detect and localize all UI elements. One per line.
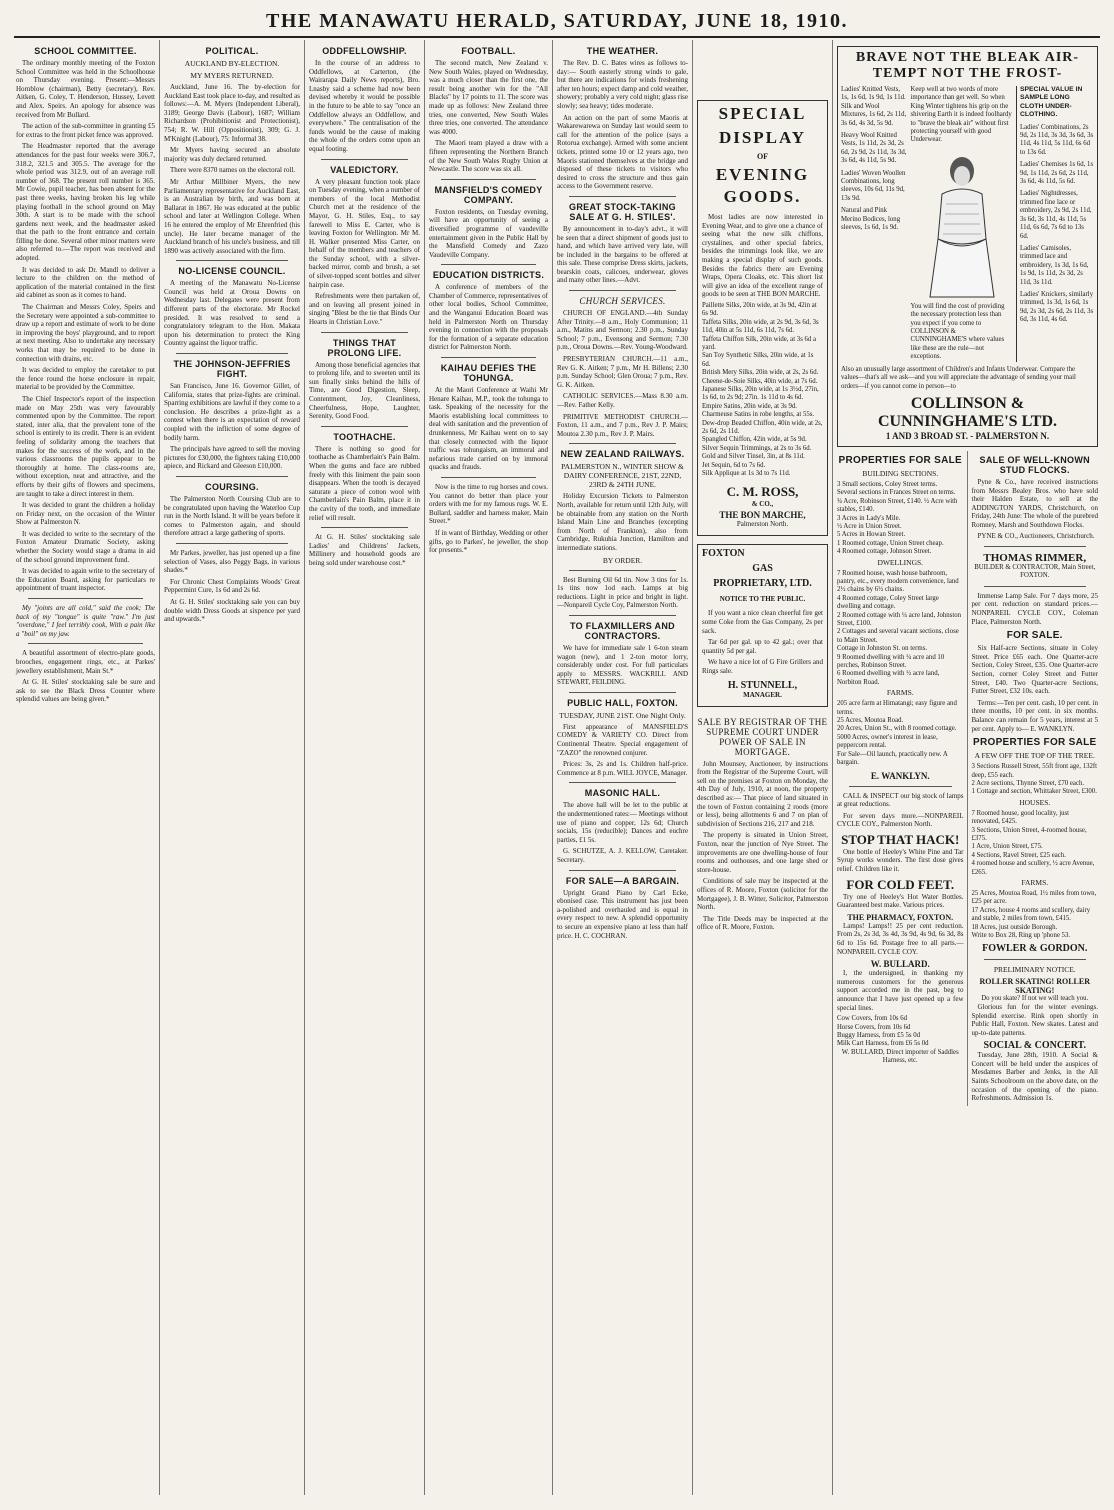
paragraph: There were 8370 names on the electoral roll.	[170, 166, 296, 175]
list-item: 1 Cottage and section, Whittaker Street, £300.	[971, 788, 1097, 796]
paragraph: CHURCH OF ENGLAND.—4th Sunday After Trinity.—8 a.m., Holy Communion; 11 a.m., Matins and Sermon; 2.30 p.m., Sunday School; 7 p.m., Evensong and Sermon; 7.30 p.m., Oroua Downs.—Rev. Young-Woodward.	[557, 309, 688, 352]
paragraph: Terms:—Ten per cent. cash, 10 per cent. in three months, 10 per cent. in six months. Balance can remain for 5 years, interest at 5 per cent. Apply to— E. WANKLYN.	[971, 698, 1098, 733]
paragraph: In the course of an address to Oddfellows, at Carterton, (the Wairarapa Daily News reports), Bro. Lnasby said a scheme had now been devised whereby it would be possible in the future to be able to say "once an Oddfellow always an Oddfellow, and everywhere." The centralisation of the funds would be the cause of making the whole of the orders come upon an equal footing.	[309, 59, 420, 153]
ad-title: SPECIAL	[718, 104, 807, 123]
paragraph: Six Half-acre Sections, situate in Coley Street. Price £65 each. One Quarter-acre Section, Coley Street, £35. One Quarter-acre Section, corner Coley Street and Futter Street, £40. Two Quarter-acre Sections, Futter Street, £32 10s. each.	[971, 644, 1098, 696]
paragraph: At the Maori Conference at Waihi Mr Henare Kaihau, M.P., took the tohunga to task. Speaking of the necessity for the Maoris establishing local committees to deal with sanitation and the prevention of drunkenness, Mr Kaihau went on to say that closely connected with the liquor traffic was tohungaism, an immoral and nefarious trade carried on by immoral quacks and frauds.	[429, 386, 548, 472]
list-item: 3 Small sections, Coley Street terms.	[837, 480, 938, 488]
divider	[441, 179, 536, 180]
list-item: 2 Roomed cottage with ¼ acre land, Johnston Street, £100.	[837, 611, 962, 627]
column-3	[305, 40, 425, 1495]
list-item: Empire Satins, 20in wide, at 3s 9d.	[702, 402, 797, 410]
paragraph: Do you skate? If not we will teach you.	[981, 994, 1089, 1002]
heading: TO FLAXMILLERS AND CONTRACTORS.	[570, 620, 675, 641]
paragraph: Lamps! Lamps!! 25 per cent reduction. From 2s, 2s 3d, 3s 4d, 3s 9d, 4s 9d, 6s 3d, 8s 6d to 15s 6d. Postage free to all parts.—NONPAREIL CYCLE COY.	[837, 921, 964, 956]
paragraph: Mr Myers having secured an absolute majority was duly declared returned.	[164, 146, 300, 163]
heading: STOP THAT HACK!	[841, 831, 960, 847]
divider	[849, 786, 952, 787]
paragraph: For seven days more.—NONPAREIL CYCLE COY., Palmerston North.	[837, 811, 964, 829]
list-item: Taffeta Chiffon Silk, 20in wide, at 3s 6d a yard.	[702, 335, 817, 351]
paragraph: The Palmerston North Coursing Club are to be congratulated upon having the Waterloo Cup run in the North Island. It will be years before it comes to Palmerston again, and should therefore attract a large gathering of sports.	[164, 494, 300, 538]
property-list	[972, 890, 1099, 932]
paragraph: Tuesday, June 28th, 1910. A Social & Concert will be held under the auspices of Mesdames Barber and Jenks, in the All Saints Schoolroom on the above date, on the occasion of the opening of the piano. Refreshments. Admission 1s.	[971, 1051, 1098, 1103]
list-item: Japanese Silks, 20in wide, at 1s 3½d, 27in, 1s 6d, to 2s 9d; 27in. 1s 11d to 4s 6d.	[702, 386, 819, 402]
divider	[28, 598, 143, 599]
heading: VALEDICTORY.	[330, 164, 399, 175]
list-item: Spangled Chiffon, 42in wide, at 5s 9d.	[702, 436, 807, 444]
divider	[569, 443, 676, 444]
paragraph: CATHOLIC SERVICES.—Mass 8.30 a.m.—Rev. Father Kelly.	[557, 392, 688, 409]
divider	[569, 692, 676, 693]
paragraph: If in want of Birthday, Wedding or other gifts, go to Parkes', he jeweller, the shop for presents.*	[429, 528, 548, 555]
paragraph: If you want a nice clean cheerful fire get some Coke from the Gas Company, 2s per sack.	[702, 609, 823, 635]
price-item: Natural and Pink Merino Bodices, long sleeves, 1s 6d, 1s 9d.	[841, 207, 901, 232]
divider	[441, 477, 536, 478]
heading: NEW ZEALAND RAILWAYS.	[560, 449, 685, 460]
list-item: 1 Roomed cottage, Union Street cheap.	[837, 539, 944, 547]
divider	[569, 290, 676, 291]
list-item: For Sale—Oil launch, practically new. A bargain.	[837, 750, 948, 767]
paragraph: Now is the time to rug horses and cows. You cannot do better than place your orders with me for my famous rugs. W. E. Bullard, saddler and harness maker, Main Street.*	[429, 482, 548, 526]
heading: W. BULLARD.	[870, 959, 930, 970]
divider	[176, 476, 288, 477]
heading: ROLLER SKATING! ROLLER SKATING!	[979, 976, 1091, 995]
list-item: British Mery Silks, 20in wide, at 2s, 2s 6d.	[702, 369, 819, 377]
price-item: Ladies' Knickers, similarly trimmed, 1s 3d, 1s 6d, 1s 9d, 2s 3d, 2s 6d, 2s 11d, 3s 6d, 3s 11d, 4s 6d.	[1019, 290, 1094, 324]
list-item: Paillette Silks, 20in wide, at 3s 9d, 42in at 6s 9d.	[702, 301, 817, 318]
heading: SALE BY REGISTRAR OF THE SUPREME COURT UNDER POWER OF SALE IN MORTGAGE.	[697, 716, 828, 757]
paragraph: You will find the cost of providing the necessary protection less than you expect if you come to COLLINSON & CUNNINGHAME'S where values like these are the rule—not exceptions.	[910, 302, 1005, 361]
advertiser: FOWLER & GORDON.	[982, 942, 1088, 954]
list-item: 4 Roomed cottage, Coley Street large dwelling and cottage.	[837, 594, 939, 611]
list-item: 9 Roomed dwelling with ¼ acre and 10 perches, Robinson Street.	[837, 653, 945, 670]
price-item: Ladies' Camisoles, trimmed lace and embroidery, 1s 3d, 1s 6d, 1s 9d, 1s 11d, 2s 3d, 2s 11d, 3s 11d.	[1019, 244, 1089, 286]
list-item: 7 Roomed house, wash house bathroom, pantry, etc., every modern convenience, land 2½ chains by 6½ chains.	[837, 569, 959, 594]
subheading: BY ORDER.	[602, 555, 643, 565]
list-item: 2 Acre sections, Thynne Street, £70 each.	[971, 780, 1085, 787]
divider	[569, 196, 676, 197]
ad-title: GOODS.	[723, 187, 802, 206]
advertiser-address: 1 AND 3 BROAD ST. - PALMERSTON N.	[885, 430, 1050, 441]
list-item: Milk Cart Harness, from £6 5s 0d	[837, 1040, 929, 1048]
paragraph: We have for immediate sale 1 6-ton steam wagon (new), and 1 2-ton motor lorry, considerably under cost. For full particulars apply to MESSRS. WACKRILL AND STEWART, FEILDING.	[557, 643, 688, 687]
price-item: Heavy Wool Knitted Vests, 1s 11d, 2s 3d, 2s 6d, 2s 9d, 2s 11d, 3s 3d, 3s 6d, 4s 11d, 5s 9d.	[841, 132, 907, 165]
ad-left	[841, 86, 907, 362]
heading: TOOTHACHE.	[333, 431, 396, 442]
advertiser: & CO.,	[751, 500, 774, 509]
paragraph: At G. H. Stiles' stocktaking sale Ladies' and Childrens' Jackets, Millinery and household goods are being sold under warehouse cost.*	[309, 533, 420, 567]
lady-figure-image	[912, 149, 1012, 299]
paragraph: Among those beneficial agencies that to prolong life, and to sweeten until its sun finally sinks behind the hills of Time, are Good Digestion, Sleep, Contentment, Joy, Cleanliness, Cheerfulness, Hope, Laughter, Serenity, Good Food.	[309, 360, 420, 421]
paragraph: Best Burning Oil 6d tin. Now 3 tins for 1s. 1s tins now 1od each. Lamps at big reductions. Light in price and bright in light.—Nonpareil Cycle Coy, Palmerston North.	[557, 575, 688, 610]
paragraph: It was decided to again write to the secretary of the Education Board, asking for particulars re appointment of truant inspector.	[16, 567, 155, 593]
paragraph: PRIMITIVE METHODIST CHURCH.—Foxton, 11 a.m., and 7 p.m., Rev J. P. Mairs; Moutoa 2.30 p.m., Rev J. P. Mairs.	[557, 412, 688, 438]
paragraph: At G. H. Stiles' stocktaking sale be sure and ask to see the Black Dress Counter where splendid values are being given.*	[16, 678, 155, 704]
paragraph: Mr Arthur Millbiner Myers, the new Parliamentary representative for Auckland East, is an Australian by birth, and was born at Ballarat in 1867. He was educated at the public school and later at Wellington College. When 16 he entered the employ of Mr Ehrenfried (his uncle). He later became manager of the Auckland branch of his uncle's business, and till 1890 was actively associated with the firm.	[164, 177, 300, 255]
poem: My "joints are all cold," said the cook; The back of my "tongue" is quite "raw." I'm just "overdone," I feel terribly cook, With a pain like a "boil" on my jaw.	[16, 604, 155, 638]
property-list	[837, 481, 964, 557]
paragraph: An action on the part of some Maoris at Wakarewarewa on Sunday last would seem to call for the attention of the police (says a Rotorua exchange). Armed with some ancient tickets, printed some 10 or 12 years ago, two Maoris stationed themselves at the bridge and disposed of these tickets to visitors who desired to cross the structure and thus gain access to the Government reserve.	[557, 113, 688, 191]
advertiser: W. BULLARD, Direct importer of Saddles Harness, etc.	[841, 1048, 959, 1065]
paragraph: CALL & INSPECT our big stock of lamps at great reductions.	[837, 791, 964, 809]
paragraph: It was decided to ask Dr. Mandl to deliver a lecture to the children on the method of application of the material contained in the first aid cabinet as soon as it comes to hand.	[16, 265, 155, 300]
paragraph: It was decided to write to the secretary of the Foxton Amateur Dramatic Society, asking whether the Society would stage a drama in aid of the school ground improvement fund.	[16, 529, 155, 564]
list-item: 7 Roomed house, good locality, just renovated, £425.	[971, 809, 1070, 826]
paragraph: Try one of Heeley's Hot Water Bottles. Guaranteed best make. Various prices.	[837, 892, 964, 910]
paragraph: The action of the sub-committee in granting £5 for extras to the front picket fence was approved.	[16, 122, 155, 139]
list-item: 3 Acres in Lady's Mile.	[837, 514, 901, 522]
heading: THE WEATHER.	[586, 46, 659, 56]
list-item: Cottage in Johnston St. on terms.	[837, 645, 928, 653]
divider	[28, 643, 143, 644]
list-item: Dew-drop Beaded Chiffon, 40in wide, at 2s, 2s 6d, 2s 11d.	[702, 419, 823, 436]
divider	[984, 959, 1087, 960]
ad-middle	[910, 86, 1013, 362]
divider	[321, 527, 408, 528]
ad-title: GAS	[752, 563, 773, 575]
paragraph: G. SCHUTZE, A. J. KELLOW, Caretaker. Secretary.	[557, 847, 688, 864]
heading: KAIHAU DEFIES THE TOHUNGA.	[440, 363, 537, 384]
list-item: ½ Acre in Union Street.	[837, 522, 902, 530]
list-item: Silk Applique at 1s 3d to 7s 11d.	[702, 470, 791, 478]
ad-title: PROPRIETARY, LTD.	[713, 578, 812, 590]
paragraph: Holiday Excursion Tickets to Palmerston North, available for return until 12th July, will be obtainable from any station on the North Island Main Line and Branches (excepting from North of Frankton), also from Cambridge, Rukuhia Junction, Hamilton and intermediate stations.	[557, 492, 688, 552]
divider	[569, 570, 676, 571]
paragraph: A very pleasant function took place on Tuesday evening, when a number of members of the local Methodist Church met at the residence of the Mayor, G. H. Stiles, Esq., to say farewell to Miss E. Carter, who is leaving Foxton for Wellington. Mr M. H. Walker presented Miss Carter, on behalf of the members and teachers of the Sunday school, with a silver-backed mirror, comb and brush, a set of silver-topped scent bottles and silver hairpin case.	[309, 177, 420, 289]
heading: COURSING.	[205, 481, 259, 492]
subheading: BUILDER & CONTRACTOR, Main Street, FOXTON.	[974, 564, 1096, 580]
advertiser: COLLINSON &	[910, 394, 1025, 412]
paragraph: It was decided to employ the caretaker to put the fence round the horse enclosure in repair, material to be provided by the Committee.	[16, 366, 155, 392]
column-1	[12, 40, 160, 1495]
column-4	[425, 40, 553, 1495]
divider	[321, 426, 408, 427]
masthead	[0, 0, 1114, 40]
ad-title: FOXTON	[702, 548, 745, 560]
heading: PROPERTIES FOR SALE	[973, 737, 1097, 749]
evening-goods-ad	[697, 100, 828, 536]
column-2	[160, 40, 305, 1495]
paragraph: The principals have agreed to sell the moving pictures for £30,000, the fighters taking £10,000 apiece, and Rickard and Gleeson £10,000.	[164, 445, 300, 471]
list-item: 4 roomed house and scullery, ½ acre Avenue, £265.	[971, 860, 1095, 876]
subheading: TUESDAY, JUNE 21ST. One Night Only.	[559, 710, 686, 720]
divider	[321, 332, 408, 333]
paragraph: John Mounsey, Auctioneer, by instructions from the Registrar of the Supreme Court, will sell on the premises at Foxton on Monday, the 4th Day of July, 1910, at noon, the property described as:— That piece of land situated in the town of Foxton containing 2 roods (more or less), being allotments 6 and 7 on plan of subdivision of Sections 216, 217 and 218.	[697, 759, 828, 828]
heading: THE PHARMACY, FOXTON.	[847, 912, 954, 922]
list-item: Gold and Silver Tinsel, 3in, at 8s 11d.	[702, 453, 805, 461]
paragraph: Prices: 3s, 2s and 1s. Children half-price. Commence at 8 p.m. WILL JOYCE, Manager.	[557, 760, 688, 777]
collinson-ad	[837, 46, 1098, 447]
list-item: 205 acre farm at Himatangi; easy figure and terms.	[837, 700, 957, 716]
heading: THINGS THAT PROLONG LIFE.	[327, 337, 402, 358]
banner: BRAVE NOT THE BLEAK AIR-	[855, 50, 1080, 65]
divider	[569, 615, 676, 616]
list-item: Charmeuse Satins in robe lengths, at 55s.	[702, 411, 815, 419]
list-item: Cow Covers, from 10s 6d	[837, 1015, 908, 1023]
paragraph: The Chief Inspector's report of the inspection made on May 25th was very favourably commented upon by the Committee. The report stated, inter alia, that the prevalent tone of the school is entirely to its credit. There is an evident feeling of solidarity among the teachers that makes for the success of the work, and in the various classrooms the pupils appear to be thoroughly at home. The class-rooms are, without exception, neat and attractive, and the efforts by their gifts of flowers and specimens, are taught to take a direct interest in them.	[16, 394, 155, 498]
subheading: DWELLINGS.	[877, 557, 924, 567]
list-item: Horse Covers, from 10s 6d	[837, 1023, 911, 1031]
subheading: AUCKLAND BY-ELECTION.	[184, 59, 280, 68]
heading: SALE OF WELL-KNOWN STUD FLOCKS.	[979, 454, 1090, 475]
paragraph: The above hall will be let to the public at the undermentioned rates:— Meetings without use of piano and copper, 12s 6d; Church socials, 15s (reducible); Dances and euchre parties, £1 5s.	[557, 801, 688, 844]
advertiser: C. M. ROSS,	[726, 484, 799, 500]
paragraph: Foxton residents, on Tuesday evening, will have an opportunity of seeing a diversified programme of vaudeville entertainment given in the Public Hall by the Mansfield Comedy and Zazo Vaudeville Company.	[429, 207, 548, 259]
paragraph: At G. H. Stiles' stocktaking sale you can buy double width Dress Goods at sixpence per yard and upwards.*	[164, 597, 300, 624]
advertiser: MANAGER.	[743, 690, 782, 699]
paragraph: By announcement in to-day's advt., it will be seen that a direct shipment of goods just to hand, and which have arrived very late, will be included in the bargains to be offered at this sale. These comprise Dress skirts, jackets, bearskin coats, calicoes, underwear, gloves and many other lines.—Advt.	[557, 224, 688, 285]
ad-right	[1016, 86, 1094, 362]
paragraph: The Rev. D. C. Bates wires as follows to-day:— South easterly strong winds to gale, but there are indications for winds freshening after ten hours; expect damp and cold weather, showery; probably a very cold night; glass rise slowly; sea heavy; tides moderate.	[557, 59, 688, 110]
ad-body	[841, 86, 1094, 362]
divider	[984, 546, 1087, 547]
list-item: 2 Cottages and several vacant sections, close to Main Street.	[837, 628, 959, 644]
heading: SCHOOL COMMITTEE.	[34, 46, 137, 56]
divider	[321, 159, 408, 160]
list-item: 18 Acres, just outside Borough.	[971, 923, 1058, 931]
divider	[176, 353, 288, 354]
paragraph: The Maori team played a draw with a fifteen representing the Northern Branch of the New South Wales Rugby Union at Newcastle. The score was six all.	[429, 139, 548, 174]
list-item: Taffeta Silks, 20in wide, at 2s 9d, 3s 6d, 3s 11d, 40in at 5s 11d, 6s 11d, 7s 6d.	[702, 318, 819, 335]
paragraph: There is nothing so good for toothache as Chamberlain's Pain Balm. When the gums and face are rubbed freely with this liniment the pain soon disappears. When the tooth is decayed saturate a piece of cotton wool with Chamberlain's Pain Balm, place it in the cavity of the tooth, and immediate relief will result.	[309, 444, 420, 522]
heading: FOOTBALL.	[461, 46, 516, 56]
paragraph: Immense Lamp Sale. For 7 days more, 25 per cent. reduction on standard prices.—NONPAREIL CYCLE COY., Coleman Place, Palmerston North.	[971, 591, 1098, 626]
paragraph: Conditions of sale may be inspected at the offices of R. Moore, Foxton (solicitor for the Mortgagee), J. B. Witter, Solicitor, Palmerston North.	[697, 877, 828, 912]
heading: ODDFELLOWSHIP.	[322, 46, 407, 56]
column-6	[693, 40, 833, 1495]
masthead-rule	[14, 36, 1100, 38]
paragraph: The Headmaster reported that the average attendances for the past four weeks were 306.7, 318.2, 321.5 and 305.5. The average for the whole period was 312.9, out of an average roll number of 368. The present roll number is 365. Mr Cowie, pupil teacher, has been absent for the past three weeks, having broken his leg while playing football in the school ground on May 30th. A start is to be made with the school gardens next week, and the headmaster asked that the path to the front entrance and certain filling be done. Several other minor matters were also referred to.—The report was received and adopted.	[16, 142, 155, 263]
property-list	[837, 700, 964, 767]
lower-left	[837, 451, 968, 1106]
paragraph: PYNE & CO., Auctioneers, Christchurch.	[977, 532, 1095, 541]
paragraph: Upright Grand Piano by Carl Ecke, ebonised case. This instrument has just been a-polished and overhauled and is equal in every respect to new. A splendid opportunity to secure an expensive piano at less than half price. H. C. COCHRAN.	[557, 888, 688, 940]
heading: PUBLIC HALL, FOXTON.	[567, 697, 678, 708]
list-item: 6 Roomed dwelling with ½ acre land, Norbiton Road.	[837, 670, 940, 686]
paragraph: Keep well at two words of more importance than get well. So when King Winter tightens his grip on the shivering Earth it is indeed foolhardy to "brave the bleak air" without first protecting yourself with good Underwear.	[910, 86, 1012, 144]
paragraph: A beautiful assortment of electro-plate goods, brooches, engagement rings, etc., at Parkes' jewellery establishment, Main St.*	[16, 649, 155, 675]
paragraph: Also an unusually large assortment of Children's and Infants Underwear. Compare the values—that's all we ask—and you will appreciate the advantage of sending your mail orders—if you cannot come in person—to	[841, 365, 1076, 390]
property-list	[972, 810, 1099, 877]
paragraph: A conference of members of the Chamber of Commerce, representatives of other local bodies, School Committee, and the Wanganui Education Board was held in Palmerston North on Thursday evening in connection with the proposals for the formation of a separate education district for Palmerston North.	[429, 283, 548, 352]
paragraph: The Chairman and Messrs Coley, Speirs and the Secretary were appointed a sub-committee to draw up a report and estimate of work to be done in improving the boys' playground, and to report at next meeting. Also to undertake any necessary works that may be required to be done in connection with drains, etc.	[16, 303, 155, 363]
price-item: Ladies' Knitted Vests, 1s, 1s 6d, 1s 9d, 1s 11d. Silk and Wool Mixtures, 1s 6d, 2s 11d, 3s 6d, 4s 3d, 5s 9d.	[841, 86, 907, 127]
paragraph: The second match, New Zealand v. New South Wales, played on Wednesday, was a much closer than the first one, the result being another win for the "All Blacks" by 17 points to 11. The score was made up as follows: New Zealand three tries, one converted, New South Wales three tries, one converted. The attendance was 4000.	[429, 59, 548, 136]
list-item: 25 Acres, Moutoa Road.	[837, 717, 904, 725]
price-item: Ladies' Chemises 1s 6d, 1s 9d, 1s 11d, 2s 6d, 2s 11d, 3s 6d, 4s 11d, 5s 6d.	[1019, 161, 1094, 186]
subheading: PRELIMINARY NOTICE.	[993, 964, 1076, 974]
list-item: ¾ Acre, Robinson Street, £140. ½ Acre with stables, £140.	[837, 497, 958, 514]
heading: SOCIAL & CONCERT.	[983, 1040, 1087, 1052]
heading: FOR COLD FEET.	[846, 876, 955, 892]
list-item: San Toy Synthetic Silks, 20in wide, at 1s 6d.	[702, 352, 814, 368]
subheading: PALMERSTON N., WINTER SHOW & DAIRY CONFERENCE, 21ST, 22ND, 23RD & 24TH JUNE.	[561, 462, 684, 490]
paragraph: Mr Parkes, jeweller, has just opened up a fine selection of Vases, also Peggy Bags, in various shades.*	[164, 548, 300, 575]
list-item: Silver Sequin Trimmings, at 2s to 3s 6d.	[702, 444, 812, 452]
heading: CHURCH SERVICES.	[579, 296, 666, 307]
list-item: Jet Sequin, 6d to 7s 6d.	[702, 461, 766, 469]
list-item: 25 Acres, Moutoa Road, 1½ miles from town, £25 per acre.	[971, 890, 1097, 906]
subheading: HOUSES.	[1019, 797, 1051, 807]
lower-ads	[837, 451, 1098, 1106]
paragraph: The Title Deeds may be inspected at the office of R. Moore, Foxton.	[697, 914, 828, 932]
ad-title: DISPLAY	[718, 128, 807, 147]
heading: GREAT STOCK-TAKING SALE AT G. H. STILES'.	[569, 201, 676, 222]
paragraph: For Chronic Chest Complaints Woods' Great Peppermint Cure, 1s 6d and 2s 6d.	[164, 577, 300, 595]
list-item: Buggy Harness, from £5 5s 0d	[837, 1032, 921, 1039]
ad-title: OF	[756, 152, 769, 161]
gas-company-ad	[697, 544, 828, 706]
advertiser: Palmerston North.	[736, 520, 789, 529]
list-item: 17 Acres, house 4 rooms and scullery, dairy and stable, 2 miles from town, £415.	[971, 906, 1091, 923]
paragraph: Glorious fun for the winter evenings. Splendid exercise. Rink open shortly in Public Hall, Foxton. New skates. Latest and up-to-date patterns.	[971, 1002, 1098, 1037]
divider	[176, 543, 288, 544]
subheading: FARMS.	[1021, 878, 1049, 888]
paragraph: The property is situated in Union Street, Foxton, near the junction of Nye Street. The improvements are one dwelling-house of four rooms and outhouses, and one large shed or store-house.	[697, 831, 828, 874]
lower-right	[972, 451, 1099, 1106]
list-item: 5 Acres in Howan Street.	[837, 531, 906, 539]
paragraph: Write to Box 28, Ring up 'phone 53.	[971, 932, 1071, 940]
heading: PROPERTIES FOR SALE	[838, 454, 962, 466]
heading: POLITICAL.	[205, 46, 259, 56]
column-5	[553, 40, 693, 1495]
list-item: 1 Acre, Union Street, £75.	[971, 843, 1043, 851]
price-list	[837, 1015, 964, 1049]
subheading: FARMS.	[886, 688, 914, 698]
paragraph: It was decided to grant the children a holiday on Friday next, on the occasion of the Winter Show at Palmerston N.	[16, 501, 155, 527]
subheading: MY MYERS RETURNED.	[190, 71, 274, 80]
advertiser: E. WANKLYN.	[870, 770, 930, 781]
heading: MASONIC HALL.	[584, 788, 661, 799]
advertiser: H. STUNNELL,	[727, 679, 798, 691]
property-list	[837, 570, 964, 688]
divider	[984, 586, 1087, 587]
price-item: Ladies' Combinations, 2s 9d, 2s 11d, 3s 3d, 3s 6d, 3s 11d, 4s 11d, 5s 11d, 6s 6d to 13s 6d.	[1019, 123, 1094, 156]
list-item: Several sections in Frances Street on terms.	[837, 489, 956, 497]
paragraph: Auckland, June 16. The by-election for Auckland East took place to-day, and resulted as follows:—A. M. Myers (Independent Liberal), 3189; George Davis (Labour), 1687; William Richardson (Prohibitionist and Protectionist), 754; R. W. Hill (Oppositionist), 309; G. J. M'Knight (Labour), 75: Informal 38.	[164, 83, 301, 143]
heading: FOR SALE—A BARGAIN.	[565, 875, 680, 886]
paragraph: We have a nice lot of G Fire Grillers and Rings sale.	[702, 658, 823, 676]
divider	[441, 264, 536, 265]
paragraph: San Francisco, June 16. Governor Gillet, of California, states that prize-fights are criminal. Sparring exhibitions are lawful if they come to a conclusion. He describes a prize-fight as a contest when there is an expectation of reward coupled with the infliction of some degree of bodily harm.	[164, 382, 300, 442]
divider	[441, 357, 536, 358]
ad-subtitle: NOTICE TO THE PUBLIC.	[719, 595, 806, 604]
banner: TEMPT NOT THE FROST-	[872, 66, 1063, 81]
list-item: 3 Sections Russell Street, 55ft front age, 132ft deep, £55 each.	[971, 763, 1098, 779]
advertiser: CUNNINGHAME'S LTD.	[878, 412, 1057, 430]
divider	[176, 260, 288, 261]
price-list	[702, 302, 823, 479]
heading: THE JOHNSON-JEFFRIES FIGHT.	[173, 359, 291, 380]
heading: FOR SALE.	[1006, 630, 1063, 642]
list-item: 5000 Acres, owner's interest in lease, peppercorn rental.	[837, 733, 938, 750]
column-7	[833, 40, 1102, 1495]
heading: NO-LICENSE COUNCIL.	[178, 266, 286, 277]
price-item: Ladies' Woven Woollen Combinations, long sleeves, 10s 6d, 11s 9d, 13s 9d.	[841, 169, 906, 202]
paragraph: Refreshments were then partaken of, and on leaving all present joined in singing "Blest be the tie that Binds Our Hearts in Christian Love."	[309, 292, 420, 327]
special-value-heading: SPECIAL VALUE IN SAMPLE LONG CLOTH UNDER-CLOTHING.	[1019, 86, 1083, 119]
advertiser: THE BON MARCHE,	[719, 510, 806, 521]
ad-title: EVENING	[715, 165, 810, 184]
list-item: 20 Acres, Union St., with 8 roomed cottage.	[837, 725, 957, 733]
paragraph: First appearance of MANSFIELD'S COMEDY & VARIETY CO. Direct from Continental Theatre. Special engagement of "ZAZO" the renowned conjurer.	[557, 722, 688, 757]
heading: EDUCATION DISTRICTS.	[432, 270, 545, 281]
paragraph: One bottle of Heeley's White Pine and Tar Syrup works wonders. The first dose gives relief. Children like it.	[837, 847, 964, 874]
price-item: Ladies' Nightdresses, trimmed fine lace or embroidery, 2s 9d, 2s 11d, 3s 6d, 3s 11d, 4s 11d, 5s 11d, 6s 6d, 7s 6d to 13s 6d.	[1019, 190, 1092, 240]
heading: THOMAS RIMMER,	[983, 552, 1087, 565]
heading: MANSFIELD'S COMEDY COMPANY.	[434, 184, 543, 205]
paragraph: I, the undersigned, in thanking my numerous customers for the generous support accorded me in the past, beg to announce that I have just opened up a few special lines.	[837, 969, 964, 1012]
subheading: A FEW OFF THE TOP OF THE TREE.	[974, 751, 1095, 761]
list-item: 3 Sections, Union Street, 4-roomed house, £375.	[971, 826, 1087, 843]
property-list	[972, 763, 1099, 797]
paragraph: Tar 6d per gal. up to 42 gal.; over that quantity 5d per gal.	[702, 638, 823, 655]
list-item: 4 Roomed cottage, Johnson Street.	[837, 548, 932, 556]
paragraph: A meeting of the Manawatu No-License Council was held at Oroua Downs on Wednesday last. Delegates were present from different parts of the electorate. Mr Rockel presided. It was resolved to send a congratulatory telegram to the Hon. Makata upon his determination to protect the King Country against the liquor traffic.	[164, 279, 300, 348]
paragraph: The ordinary monthly meeting of the Foxton School Committee was held in the Schoolhouse on Thursday evening. Present:—Messrs Hornblow (chairman), Betty (secretary), Rev. Aitken, G. Coley, T. Henderson, Hussey, Levett and Alex. Speirs. An apology for absence was received from Mr Bullard.	[16, 59, 155, 119]
list-item: Cheene-de-Soie Silks, 40in wide, at 7s 6d.	[702, 377, 818, 385]
paragraph: PRESBYTERIAN CHURCH.—11 a.m., Rev G. K. Aitken; 7 p.m., Mr H. Billens; 2.30 p.m. Sunday School; Glen Oroua; 7 p.m., Rev. G. K. Aitken.	[557, 355, 688, 389]
newspaper-title: THE MANAWATU HERALD, SATURDAY, JUNE 18, 1910.	[265, 10, 848, 32]
divider	[569, 782, 676, 783]
paragraph: Pyne & Co., have received instructions from Messrs Bealey Bros. who have sold their Halden Estate, to sell at the ADDINGTON YARDS, Christchurch, on Friday, 24th June: The whole of the purebred Romney, Marsh and Southdown Flocks.	[971, 477, 1098, 529]
paragraph: Most ladies are now interested in Evening Wear, and to give one a chance of seeing what the new silk chiffons, crystalines, and other special fabrics, besides the trimmings look like, we are making a special display of such goods. Besides the fabrics there are Evening Wraps, Opera Cloaks, etc. This short list will give an idea of the excellent range of goods to be seen at THE BON MARCHE.	[702, 213, 823, 299]
list-item: 4 Sections, Ravel Street, £25 each.	[971, 851, 1066, 859]
subheading: BUILDING SECTIONS.	[862, 468, 939, 478]
divider	[569, 870, 676, 871]
